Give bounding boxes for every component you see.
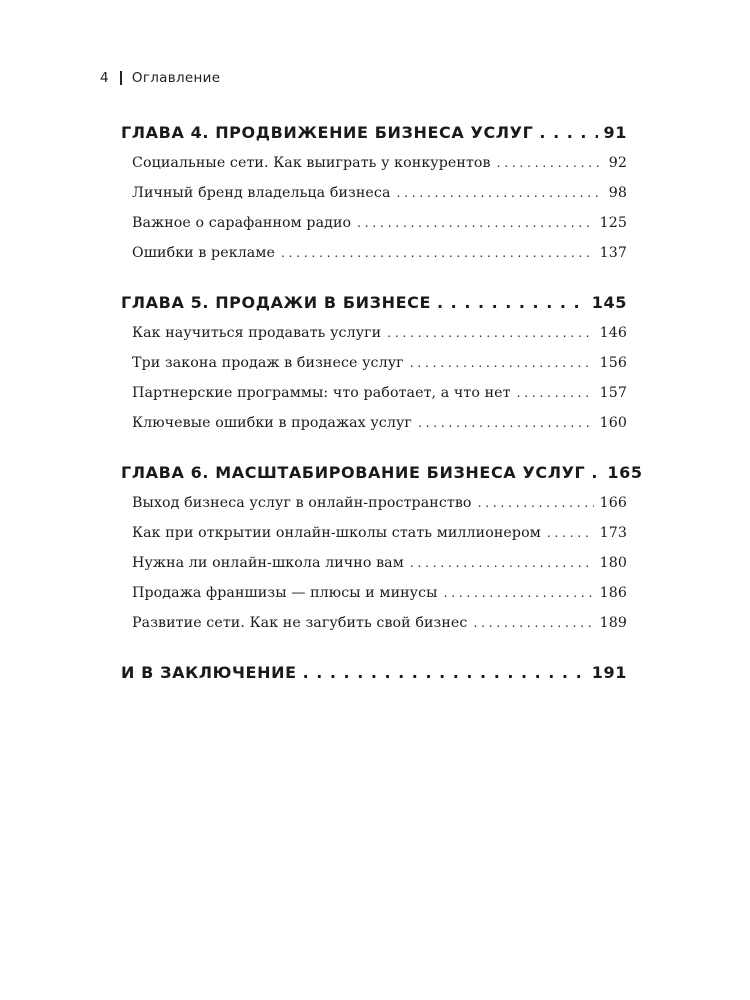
dot-leader [547,518,594,548]
entry-page-number: 180 [599,555,627,571]
toc-entry-row [121,238,627,268]
dot-leader [591,458,601,488]
entry-page-number: 173 [599,525,627,541]
entry-title: Развитие сети. Как не загубить свой бизнес [132,615,468,631]
toc-entry-row [121,178,627,208]
dot-leader [497,148,603,178]
dot-leader [444,578,594,608]
dot-leader [473,608,593,638]
header-page-number: 4 [100,70,109,86]
toc-entry-row [121,348,627,378]
running-header [100,70,220,86]
entry-title: Важное о сарафанном радио [132,215,352,231]
dot-leader [437,288,586,318]
entry-title: Ключевые ошибки в продажах услуг [132,415,412,431]
entry-page-number: 98 [608,185,627,201]
entry-title: Как при открытии онлайн-школы стать миллионером [132,525,541,541]
header-separator [120,71,122,85]
dot-leader [410,348,594,378]
dot-leader [539,118,597,148]
table-of-contents [121,118,643,688]
toc-entry-row [121,408,627,438]
toc-entry-row [121,608,627,638]
entry-title: Три закона продаж в бизнесе услуг [132,355,404,371]
dot-leader [478,488,594,518]
chapter-title: И В ЗАКЛЮЧЕНИЕ [121,663,297,682]
entry-page-number: 146 [599,325,627,341]
toc-entry-row [121,518,627,548]
entry-title: Выход бизнеса услуг в онлайн-пространство [132,495,472,511]
toc-chapter-row [121,118,627,148]
entry-title: Продажа франшизы — плюсы и минусы [132,585,438,601]
chapter-title: ГЛАВА 6. МАСШТАБИРОВАНИЕ БИЗНЕСА УСЛУГ [121,463,586,482]
entry-page-number: 189 [599,615,627,631]
entry-page-number: 92 [608,155,627,171]
entry-page-number: 166 [599,495,627,511]
toc-entry-row [121,488,627,518]
dot-leader [418,408,594,438]
toc-entry-row [121,318,627,348]
toc-entry-list [121,148,627,268]
entry-title: Партнерские программы: что работает, а что нет [132,385,511,401]
entry-page-number: 137 [599,245,627,261]
toc-entry-list [121,488,627,638]
toc-entry-row [121,578,627,608]
toc-entry-row [121,548,627,578]
dot-leader [517,378,594,408]
chapter-page-number: 145 [591,293,627,312]
entry-title: Нужна ли онлайн-школа лично вам [132,555,404,571]
entry-page-number: 160 [599,415,627,431]
toc-chapter-block [121,658,627,688]
chapter-title: ГЛАВА 5. ПРОДАЖИ В БИЗНЕСЕ [121,293,432,312]
dot-leader [357,208,593,238]
entry-page-number: 156 [599,355,627,371]
chapter-page-number: 91 [603,123,627,142]
dot-leader [397,178,603,208]
entry-page-number: 186 [599,585,627,601]
dot-leader [387,318,593,348]
dot-leader [410,548,594,578]
chapter-page-number: 191 [591,663,627,682]
toc-entry-row [121,148,627,178]
toc-chapter-block [121,118,627,268]
toc-chapter-block [121,288,627,438]
entry-page-number: 157 [599,385,627,401]
toc-entry-row [121,378,627,408]
header-section-title: Оглавление [131,70,221,86]
entry-title: Личный бренд владельца бизнеса [132,185,391,201]
toc-chapter-row [121,458,643,488]
toc-entry-row [121,208,627,238]
toc-chapter-row [121,288,627,318]
chapter-page-number: 165 [607,463,643,482]
dot-leader [303,658,586,688]
entry-title: Ошибки в рекламе [132,245,275,261]
toc-entry-list [121,318,627,438]
chapter-title: ГЛАВА 4. ПРОДВИЖЕНИЕ БИЗНЕСА УСЛУГ [121,123,534,142]
toc-chapter-block [121,458,643,638]
dot-leader [281,238,594,268]
entry-page-number: 125 [599,215,627,231]
toc-chapter-row [121,658,627,688]
entry-title: Как научиться продавать услуги [132,325,382,341]
entry-title: Социальные сети. Как выиграть у конкурентов [132,155,491,171]
